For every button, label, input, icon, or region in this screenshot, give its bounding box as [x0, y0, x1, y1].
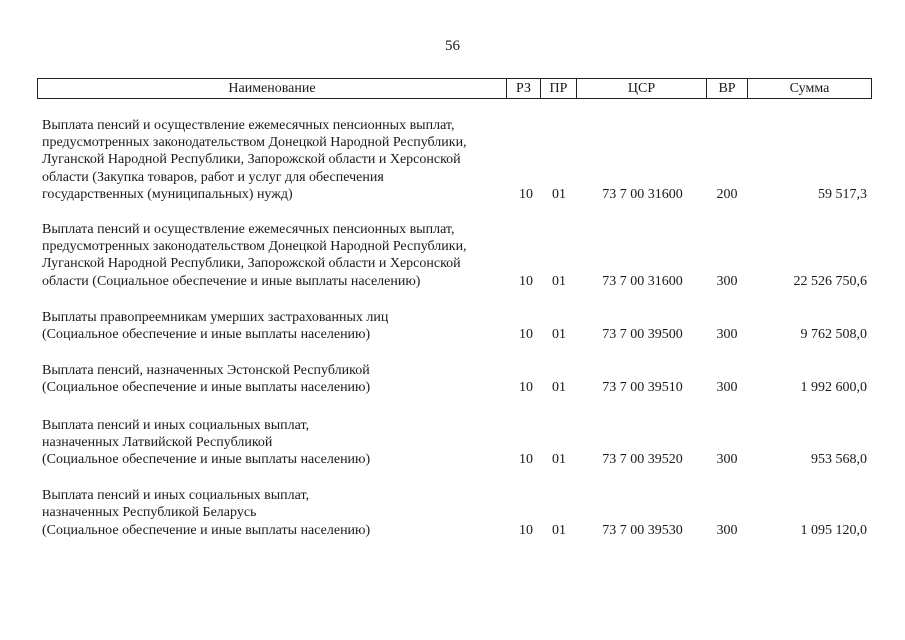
row-name-line: Выплата пенсий и осуществление ежемесячных пенсионных выплат,: [42, 118, 455, 133]
row-csr: 73 7 00 39520: [602, 452, 683, 468]
row-name-line: государственных (муниципальных) нужд): [42, 186, 293, 202]
row-vr: 300: [716, 327, 738, 343]
column-header-sum: Сумма: [789, 81, 830, 96]
row-rz: 10: [519, 522, 533, 538]
row-pr: 01: [552, 186, 566, 202]
table-row: [0, 221, 905, 290]
row-name-line: (Социальное обеспечение и иные выплаты населению): [42, 327, 371, 343]
row-name: [42, 417, 507, 469]
row-sum: 9 762 508,0: [800, 327, 867, 343]
row-vr: 300: [716, 522, 738, 538]
row-csr: 73 7 00 39530: [602, 522, 683, 538]
row-sum: 1 095 120,0: [800, 522, 867, 538]
row-name-line: (Социальное обеспечение и иные выплаты населению): [42, 452, 371, 468]
row-vr: 300: [716, 380, 738, 396]
row-pr: 01: [552, 327, 566, 343]
row-csr: 73 7 00 31600: [602, 273, 683, 289]
row-sum: 953 568,0: [811, 452, 867, 468]
row-name-line: Выплата пенсий, назначенных Эстонской Республикой: [42, 363, 370, 379]
row-name: [42, 221, 507, 290]
row-name-line: Луганской Народной Республики, Запорожской области и Херсонской: [42, 152, 461, 168]
row-name-line: Выплата пенсий и иных социальных выплат,: [42, 417, 310, 433]
row-sum: 22 526 750,6: [793, 273, 867, 289]
column-header-rz: РЗ: [507, 79, 541, 98]
table-body: [0, 117, 905, 539]
table-row: [0, 362, 905, 396]
row-name-line: Выплата пенсий и иных социальных выплат,: [42, 488, 310, 504]
row-name-line: предусмотренных законодательством Донецкой Народной Республики,: [42, 135, 467, 151]
row-pr: 01: [552, 380, 566, 396]
row-vr: 300: [716, 273, 738, 289]
column-header-pr: ПР: [541, 79, 577, 98]
row-rz: 10: [519, 273, 533, 289]
row-name-line: (Социальное обеспечение и иные выплаты населению): [42, 522, 371, 538]
column-header-vr: ВР: [707, 79, 748, 98]
row-name: [42, 117, 507, 203]
row-rz: 10: [519, 380, 533, 396]
page-number: 56: [445, 38, 460, 54]
table-row: [0, 417, 905, 469]
row-sum: 1 992 600,0: [800, 380, 867, 396]
row-name-line: (Социальное обеспечение и иные выплаты населению): [42, 380, 371, 396]
row-sum: 59 517,3: [818, 186, 867, 202]
column-header-csr: ЦСР: [577, 79, 707, 98]
row-name-line: назначенных Республикой Беларусь: [42, 505, 257, 521]
row-rz: 10: [519, 186, 533, 202]
table-row: [0, 487, 905, 539]
row-name-line: предусмотренных законодательством Донецкой Народной Республики,: [42, 239, 467, 255]
row-pr: 01: [552, 522, 566, 538]
row-csr: 73 7 00 39500: [602, 327, 683, 343]
row-name-line: Выплаты правопреемникам умерших застрахованных лиц: [42, 309, 389, 325]
table-header: [37, 78, 872, 99]
row-name-line: Луганской Народной Республики, Запорожской области и Херсонской: [42, 256, 461, 272]
row-name-line: области (Социальное обеспечение и иные выплаты населению): [42, 273, 421, 289]
row-name-line: назначенных Латвийской Республикой: [42, 434, 273, 450]
row-name: [42, 362, 507, 396]
row-name: [42, 487, 507, 539]
row-name-line: области (Закупка товаров, работ и услуг для обеспечения: [42, 169, 384, 185]
row-csr: 73 7 00 31600: [602, 186, 683, 202]
row-name-line: Выплата пенсий и осуществление ежемесячных пенсионных выплат,: [42, 222, 455, 238]
row-csr: 73 7 00 39510: [602, 380, 683, 396]
row-pr: 01: [552, 452, 566, 468]
row-pr: 01: [552, 273, 566, 289]
row-rz: 10: [519, 327, 533, 343]
column-header-name: Наименование: [38, 79, 507, 98]
table-row: [0, 117, 905, 203]
row-vr: 200: [716, 186, 738, 202]
row-vr: 300: [716, 452, 738, 468]
table-row: [0, 309, 905, 343]
row-rz: 10: [519, 452, 533, 468]
row-name: [42, 309, 507, 343]
